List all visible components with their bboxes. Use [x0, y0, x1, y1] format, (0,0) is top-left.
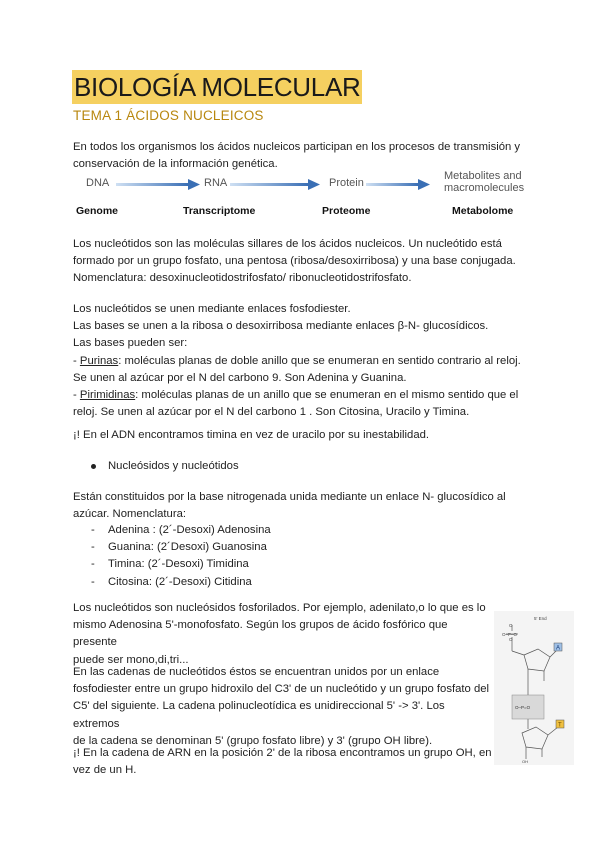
list-item: - Timina: (2´-Desoxi) Timidina	[91, 558, 249, 571]
text-line: ¡! En la cadena de ARN en la posición 2' de la ribosa encontramos un grupo OH, en	[73, 747, 492, 759]
nucleotide-paragraph	[73, 236, 523, 288]
page-title: BIOLOGÍA MOLECULAR	[74, 72, 361, 102]
flow-label-genome: Genome	[76, 205, 119, 217]
svg-text:O–P–O: O–P–O	[502, 632, 518, 637]
list-item: - Adenina : (2´-Desoxi) Adenosina	[91, 524, 271, 536]
text-line: Los nucleótidos se unen mediante enlaces fosfodiester.	[73, 303, 351, 315]
text-line: Están constituidos por la base nitrogenada unida mediante un enlace N- glucosídico al	[73, 491, 506, 503]
text-line: reloj. Se unen al azúcar por el N del carbono 1 . Son Citosina, Uracilo y Timina.	[73, 406, 470, 419]
flow-label-macromolecules: macromolecules	[444, 182, 525, 194]
intro-paragraph: En todos los organismos los ácidos nucleicos participan en los procesos de transmisión y conservación de la información genética.	[73, 141, 521, 171]
text-line: C5' del siguiente. La cadena polinucleotídica es unidireccional 5' -> 3'. Los extremos	[73, 700, 445, 730]
purinas-line: - Purinas: moléculas planas de doble anillo que se enumeran en sentido contrario al reloj.	[73, 354, 521, 367]
text-line: formado por un grupo fosfato, una pentosa (ribosa/desoxirribosa) y una base conjugada.	[73, 255, 516, 268]
nucleoside-list	[91, 522, 271, 591]
flow-label-rna: RNA	[204, 177, 228, 189]
flow-label-metabolites: Metabolites and	[444, 170, 522, 182]
flow-label-transcriptome: Transcriptome	[183, 205, 256, 217]
text-line: En las cadenas de nucleótidos éstos se encuentran unidos por un enlace	[73, 666, 440, 678]
end-label: 5' End	[534, 616, 547, 621]
bonds-paragraph	[73, 301, 533, 421]
phosphorylated-paragraph	[73, 600, 493, 669]
text-line: Los nucleótidos son las moléculas sillares de los ácidos nucleicos. Un nucleótido está	[73, 238, 502, 250]
text-line: Los nucleótidos son nucleósidos fosforilados. Por ejemplo, adenilato,o lo que es lo	[73, 602, 486, 614]
central-dogma-diagram	[72, 170, 525, 222]
flow-label-dna: DNA	[86, 177, 110, 189]
flow-label-proteome: Proteome	[322, 205, 371, 217]
purinas-term: Purinas	[79, 354, 119, 367]
text-line: Se unen al azúcar por el N del carbono 9. Son Adenina y Guanina.	[73, 371, 407, 384]
svg-text:O–P=O: O–P=O	[515, 705, 531, 710]
list-item: - Guanina: (2´Desoxi) Guanosina	[91, 541, 267, 554]
text-line: Las bases se unen a la ribosa o desoxirribosa mediante enlaces β-N- glucosídicos.	[73, 320, 489, 333]
arrow-dna-rna	[116, 179, 200, 190]
arrow-protein-metabolites	[366, 179, 430, 190]
text-line: Nomenclatura: desoxinucleotidostrifosfato/ ribonucleotidostrifosfato.	[73, 272, 412, 285]
svg-text:O: O	[509, 637, 513, 642]
pirimidinas-term: Pirimidinas	[79, 389, 136, 402]
base-a-label: A	[556, 645, 561, 652]
text-line: mismo Adenosina 5'-monofosfato. Según los grupos de ácido fosfórico que presente	[73, 619, 448, 649]
svg-text:OH: OH	[522, 759, 528, 764]
bullet-item: Nucleósidos y nucleótidos	[91, 460, 239, 472]
section-subtitle: TEMA 1 ÁCIDOS NUCLEICOS	[73, 108, 264, 123]
nucleosides-paragraph	[73, 489, 523, 523]
list-item: - Citosina: (2´-Desoxi) Citidina	[91, 575, 252, 588]
text-line: azúcar. Nomenclatura:	[73, 508, 187, 521]
flow-label-metabolome: Metabolome	[452, 205, 514, 217]
flow-label-protein: Protein	[329, 177, 364, 189]
text-line: de la cadena se denominan 5' (grupo fosfato libre) y 3' (grupo OH libre).	[73, 734, 433, 747]
svg-text:O: O	[509, 623, 513, 628]
pirimidinas-line: - Pirimidinas: moléculas planas de un anillo que se enumeran en el mismo sentido que el	[73, 389, 519, 402]
chain-paragraph	[73, 664, 493, 750]
note-arn	[73, 745, 493, 779]
dinucleotide-structure-svg	[494, 611, 574, 765]
dinucleotide-structure-figure	[494, 611, 574, 765]
text-line: vez de un H.	[73, 764, 137, 777]
bullet-dot-icon	[91, 464, 96, 469]
note-timina: ¡! En el ADN encontramos timina en vez de uracilo por su inestabilidad.	[73, 429, 430, 441]
text-line: Las bases pueden ser:	[73, 337, 188, 350]
text-line: puede ser mono,di,tri...	[73, 653, 189, 666]
base-t-label: T	[558, 722, 562, 729]
arrow-rna-protein	[230, 179, 320, 190]
text-line: fosfodiester entre un grupo hidroxilo del C3' de un nucleótido y un grupo fosfato del	[73, 683, 490, 696]
